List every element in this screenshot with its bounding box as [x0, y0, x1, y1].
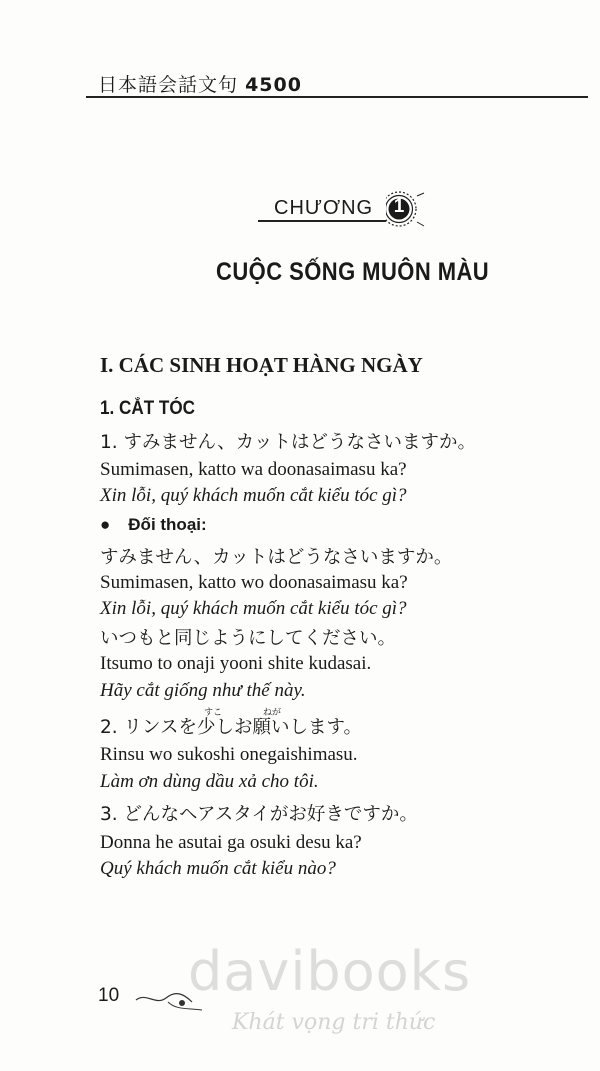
bullet-icon: ● — [100, 515, 111, 534]
sentence-1-romaji: Sumimasen, katto wa doonasaimasu ka? — [100, 459, 407, 480]
chapter-badge — [386, 190, 426, 230]
running-header — [98, 70, 302, 97]
chapter-heading — [258, 190, 434, 230]
section-title: I. CÁC SINH HOẠT HÀNG NGÀY — [100, 353, 423, 377]
chapter-label: CHƯƠNG — [274, 197, 374, 219]
header-rule — [86, 96, 588, 98]
dialog-label-text: Đối thoại: — [128, 515, 207, 534]
chapter-underline — [258, 220, 386, 222]
sentence-2-vietnamese: Làm ơn dùng dầu xả cho tôi. — [100, 771, 319, 792]
dialog-2-romaji: Itsumo to onaji yooni shite kudasai. — [100, 653, 372, 674]
sentence-3-romaji: Donna he asutai ga osuki desu ka? — [100, 832, 362, 853]
sentence-1-japanese: 1. すみません、カットはどうなさいますか。 — [100, 432, 476, 453]
furigana-negai: ねが — [263, 708, 282, 718]
chapter-title: CUỘC SỐNG MUÔN MÀU — [216, 258, 490, 286]
furigana-sukoshi: すこ — [204, 708, 223, 718]
chapter-number: 1 — [393, 196, 405, 217]
dialog-2-japanese: いつもと同じようにしてください。 — [100, 628, 397, 649]
dialog-1-romaji: Sumimasen, katto wo doonasaimasu ka? — [100, 572, 408, 593]
header-title-number: 4500 — [245, 74, 302, 96]
sentence-3-japanese: 3. どんなヘアスタイがお好きですか。 — [100, 804, 418, 825]
sentence-2-japanese: 2. リンスを少しお願いします。 — [100, 717, 362, 738]
sentence-3-vietnamese: Quý khách muốn cắt kiểu nào? — [100, 858, 336, 879]
dialog-2-vietnamese: Hãy cắt giống như thế này. — [100, 680, 306, 701]
subsection-title: 1. CẮT TÓC — [100, 398, 196, 419]
watermark-logo: davibooks — [188, 940, 472, 1003]
sentence-2-romaji: Rinsu wo sukoshi onegaishimasu. — [100, 744, 358, 765]
page-number: 10 — [98, 985, 120, 1006]
sentence-1-vietnamese: Xin lỗi, quý khách muốn cắt kiểu tóc gì? — [100, 485, 407, 506]
dialog-1-vietnamese: Xin lỗi, quý khách muốn cắt kiểu tóc gì? — [100, 598, 407, 619]
swirl-ornament-icon — [132, 986, 212, 1016]
watermark-tagline: Khát vọng tri thức — [232, 1010, 436, 1035]
dialog-1-japanese: すみません、カットはどうなさいますか。 — [100, 547, 453, 568]
header-title-jp: 日本語会話文句 — [98, 74, 239, 96]
dialog-heading — [100, 515, 207, 535]
